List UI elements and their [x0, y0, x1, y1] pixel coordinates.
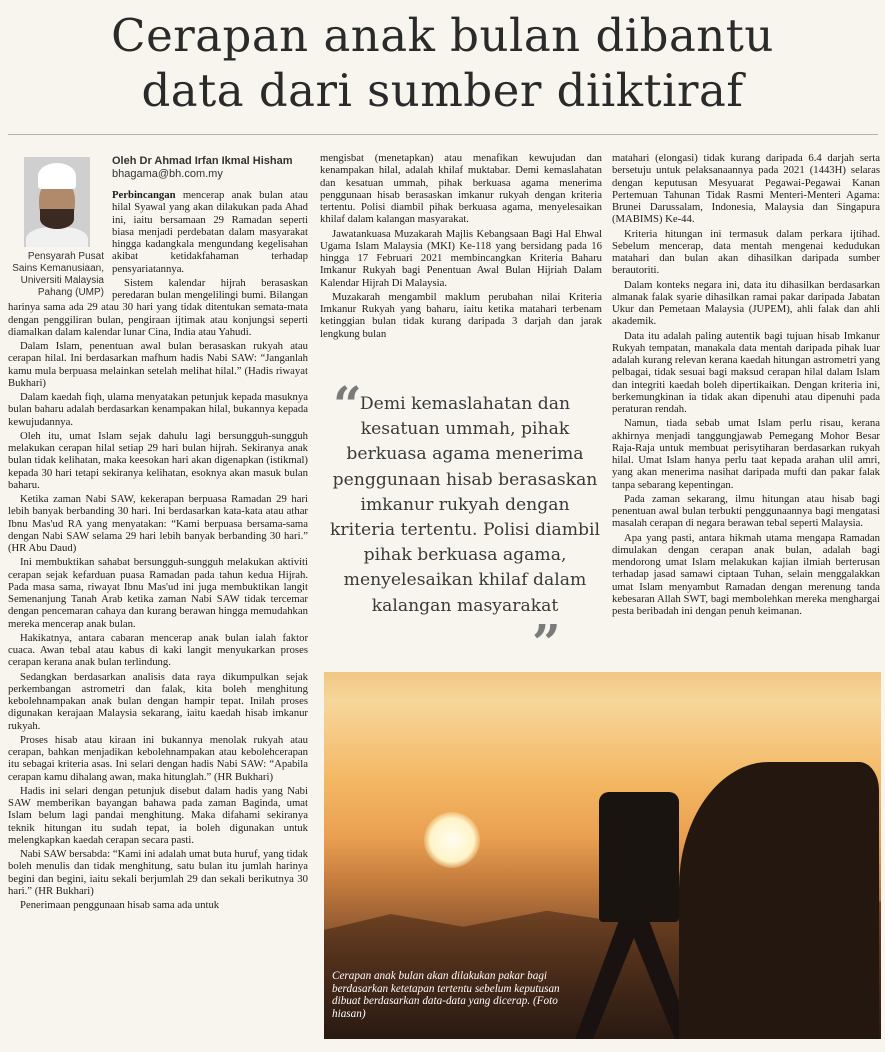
theodolite-graphic	[599, 792, 679, 922]
byline: Oleh Dr Ahmad Irfan Ikmal Hisham	[112, 155, 293, 167]
photo-caption: Cerapan anak bulan akan dilakukan pakar bagi berdasarkan ketetapan tertentu sebelum keputusan dibuat berdasarkan data-data yang dicerap. (Foto hiasan)	[332, 970, 560, 1020]
article-column-1	[8, 155, 308, 911]
paragraph: Oleh itu, umat Islam sejak dahulu lagi bersungguh-sungguh melakukan cerapan hilal setiap 29 hari bulan hijrah. Sekiranya anak bulan tidak kelihatan, maka keesokan hari akan digenapkan (istikmal) kepada 30 hari tetapi sekiranya kelihatan, esoknya akan masuk bulan baharu.	[8, 429, 308, 491]
observer-silhouette	[679, 762, 879, 1039]
close-quote-icon: ”	[532, 613, 561, 672]
paragraph: Namun, tiada sebab umat Islam perlu risau, kerana akhirnya menjadi tanggungjawab Pemegang Mohor Besar Raja-Raja untuk membuat perisytiharan berdasarkan rukyah hilal. Umat Islam hanya perlu taat kepada arahan ulil amri, yang akan menerima nasihat daripada mufti dan pakar falak tanpa sebarang kepentingan.	[612, 417, 880, 491]
headline-line-1: Cerapan anak bulan dibantu	[111, 9, 774, 62]
paragraph: Sedangkan berdasarkan analisis data raya dikumpulkan sejak perkembangan astrometri dan falak, kita boleh menghitung kebolehnampakan anak bulan dengan hampir tepat. Inilah proses digunakan kerajaan Malaysia sekarang, iaitu kaedah hisab imkanur rukyah.	[8, 670, 308, 732]
lead-word: Perbincangan	[112, 189, 176, 201]
sunset-telescope-photo	[324, 672, 881, 1039]
sun-graphic	[424, 812, 480, 868]
paragraph: Sistem kalendar hijrah berasaskan peredaran bulan mengelilingi bumi. Bilangan harinya sama ada 29 atau 30 hari yang tidak ditentukan semata-mata dengan penggiliran bulan, pengiraan ijtimak atau konjungsi seperti diamalkan dalam kalendar lunar Cina, India atau Yahudi.	[8, 276, 308, 338]
paragraph: Dalam konteks negara ini, data itu dihasilkan berdasarkan almanak falak syarie dihasilkan ramai pakar daripada Jabatan Ukur dan Pemetaan Malaysia (JUPEM), ahli falak dan ahli akademik.	[612, 278, 880, 328]
article-column-3	[612, 152, 880, 617]
paragraph: Muzakarah mengambil maklum perubahan nilai Kriteria Imkanur Rukyah yang baharu, iaitu ketika matahari terbenam ketinggian bulan tidak kurang daripada 3 darjah dan jarak lengkung bulan	[320, 290, 602, 340]
article-column-2	[320, 152, 602, 340]
paragraph: Data itu adalah paling autentik bagi tujuan hisab Imkanur Rukyah tempatan, manakala data mentah daripada pihak luar adalah kurang relevan kerana kaedah hitungan astrometri yang pelbagai, tidak sesuai bagi maksud cerapan hilal dalam Islam dan integriti kaedah boleh dipertikaikan. Dengan kriteria ini, berkemungkinan ia tidak akan dipenuhi atau dipenuhi pada peraturan rendah.	[612, 329, 880, 415]
author-email[interactable]: bhagama@bh.com.my	[112, 168, 223, 180]
paragraph: Ketika zaman Nabi SAW, kekerapan berpuasa Ramadan 29 hari lebih banyak berbanding 30 hari. Ini berdasarkan kata-kata atau athar Ibnu Mas'ud RA yang menyatakan: “Kami berpuasa bersama-sama dengan Nabi SAW selama 29 hari lebih banyak berbanding 30 hari.” (HR Abu Daud)	[8, 493, 308, 554]
paragraph: Kriteria hitungan ini termasuk dalam perkara ijtihad. Sebelum mencerap, data mentah mengenai kedudukan matahari dan bulan akan dihasilkan daripada sumber berautoriti.	[612, 227, 880, 277]
open-quote-icon: “	[333, 375, 362, 434]
pull-quote	[330, 375, 601, 672]
headline-divider	[8, 134, 878, 135]
paragraph: Ini membuktikan sahabat bersungguh-sungguh melakukan aktiviti cerapan sejak kefarduan puasa Ramadan pada tahun kedua Hijrah. Pada masa sama, riwayat Ibnu Mas'ud ini juga membuktikan langit Semenanjung Tanah Arab ketika zaman Nabi SAW tidak tercemar dengan pencemaran cahaya dan kurang berawan hingga memudahkan mereka mencerap anak bulan.	[8, 556, 308, 630]
author-box	[8, 155, 104, 299]
paragraph: Hakikatnya, antara cabaran mencerap anak bulan ialah faktor cuaca. Awan tebal atau kabus di kaki langit menyukarkan proses cerapan kerana anak bulan terlindung.	[8, 631, 308, 669]
paragraph: Dalam kaedah fiqh, ulama menyatakan petunjuk kepada masuknya bulan baharu adalah berdasarkan kenampakan hilal, bukannya kepada kewujudannya.	[8, 391, 308, 428]
author-photo	[24, 157, 90, 247]
headline-line-2: data dari sumber diiktiraf	[141, 64, 744, 117]
author-role: Pensyarah Pusat Sains Kemanusiaan, Universiti Malaysia Pahang (UMP)	[12, 251, 104, 298]
headline	[0, 8, 885, 118]
pull-quote-text: Demi kemaslahatan dan kesatuan ummah, pihak berkuasa agama menerima penggunaan hisab berasaskan imkanur rukyah dengan kriteria tertentu. Polisi diambil pihak berkuasa agama, menyelesaikan khilaf dalam kalangan masyarakat	[330, 394, 601, 616]
paragraph: Dalam Islam, penentuan awal bulan berasaskan rukyah atau cerapan hilal. Ini berdasarkan mafhum hadis Nabi SAW: “Janganlah kamu mula berpuasa melainkan setelah melihat hilal.” (Hadis riwayat Bukhari)	[8, 340, 308, 389]
paragraph: Apa yang pasti, antara hikmah utama mengapa Ramadan dimulakan dengan cerapan anak bulan, adalah bagi mendorong umat Islam melakukan kajian ilmiah berterusan terhadap jasad samawi ciptaan Tuhan, selain menggalakkan umat Islam menyambut Ramadan dengan merenung tanda kebesaran Allah SWT, bagi membolehkan mereka menghargai pesta beribadah ini dengan penuh keimanan.	[612, 531, 880, 617]
paragraph: Jawatankuasa Muzakarah Majlis Kebangsaan Bagi Hal Ehwal Ugama Islam Malaysia (MKI) Ke-118 yang bersidang pada 16 hingga 17 Februari 2021 membincangkan Kriteria Baharu Imkanur Rukyah bagi Penentuan Awal Bulan Hijriah Dalam Kalendar Hijrah Di Malaysia.	[320, 227, 602, 289]
paragraph: Nabi SAW bersabda: “Kami ini adalah umat buta huruf, yang tidak boleh menulis dan tidak menghitung, satu bulan itu jumlah harinya begini dan begini, iaitu sekali berjumlah 29 dan sekali berikutnya 30 hari.” (HR Bukhari)	[8, 848, 308, 897]
paragraph: matahari (elongasi) tidak kurang daripada 6.4 darjah serta bersetuju untuk pelaksanaannya pada 2021 (1443H) selaras dengan keputusan Mesyuarat Pegawai-Pegawai Kanan Pertemuan Tahunan Tidak Rasmi Menteri-Menteri Agama: Brunei Darussalam, Indonesia, Malaysia dan Singapura (MABIMS) Ke-44.	[612, 152, 880, 226]
lead-paragraph: Perbincangan mencerap anak bulan atau hilal Syawal yang akan dilakukan pada Ahad ini, iaitu bersamaan 29 Ramadan seperti biasa menjadi perdebatan dalam masyarakat hingga kadangkala mengundang kegelisahan akibat ketidakfahaman terhadap pensyariatannya.	[112, 189, 308, 275]
paragraph: Proses hisab atau kiraan ini bukannya menolak rukyah atau cerapan, bahkan menjadikan kebolehnampakan atau kebolehcerapan itu sebagai kriteria asas. Ini selari dengan hadis Nabi SAW: “Apabila cerapan kamu dihalang awan, maka hitunglah.” (HR Bukhari)	[8, 733, 308, 783]
paragraph: Pada zaman sekarang, ilmu hitungan atau hisab bagi penentuan awal bulan terbukti penggunaannya bagi mengatasi masalah cerapan di negara berawan tebal seperti Malaysia.	[612, 492, 880, 530]
paragraph: Penerimaan penggunaan hisab sama ada untuk	[20, 899, 220, 911]
paragraph: mengisbat (menetapkan) atau menafikan kewujudan dan kenampakan hilal, adalah khilaf muktabar. Demi kemaslahatan dan kesatuan ummah, pihak berkuasa agama menerima penggunaan hisab berasaskan imkanur rukyah dengan kriteria tertentu. Polisi diambil pihak berkuasa agama, menyelesaikan khilaf dalam kalangan masyarakat.	[320, 152, 602, 226]
paragraph: Hadis ini selari dengan petunjuk disebut dalam hadis yang Nabi SAW memberikan bayangan bahawa pada zaman Baginda, umat Islam belum lagi pandai menghitung. Maka difahami sekiranya teknik hitungan itu sudah tepat, ia boleh digunakan untuk melengkapkan kaedah cerapan secara pasti.	[8, 784, 308, 846]
